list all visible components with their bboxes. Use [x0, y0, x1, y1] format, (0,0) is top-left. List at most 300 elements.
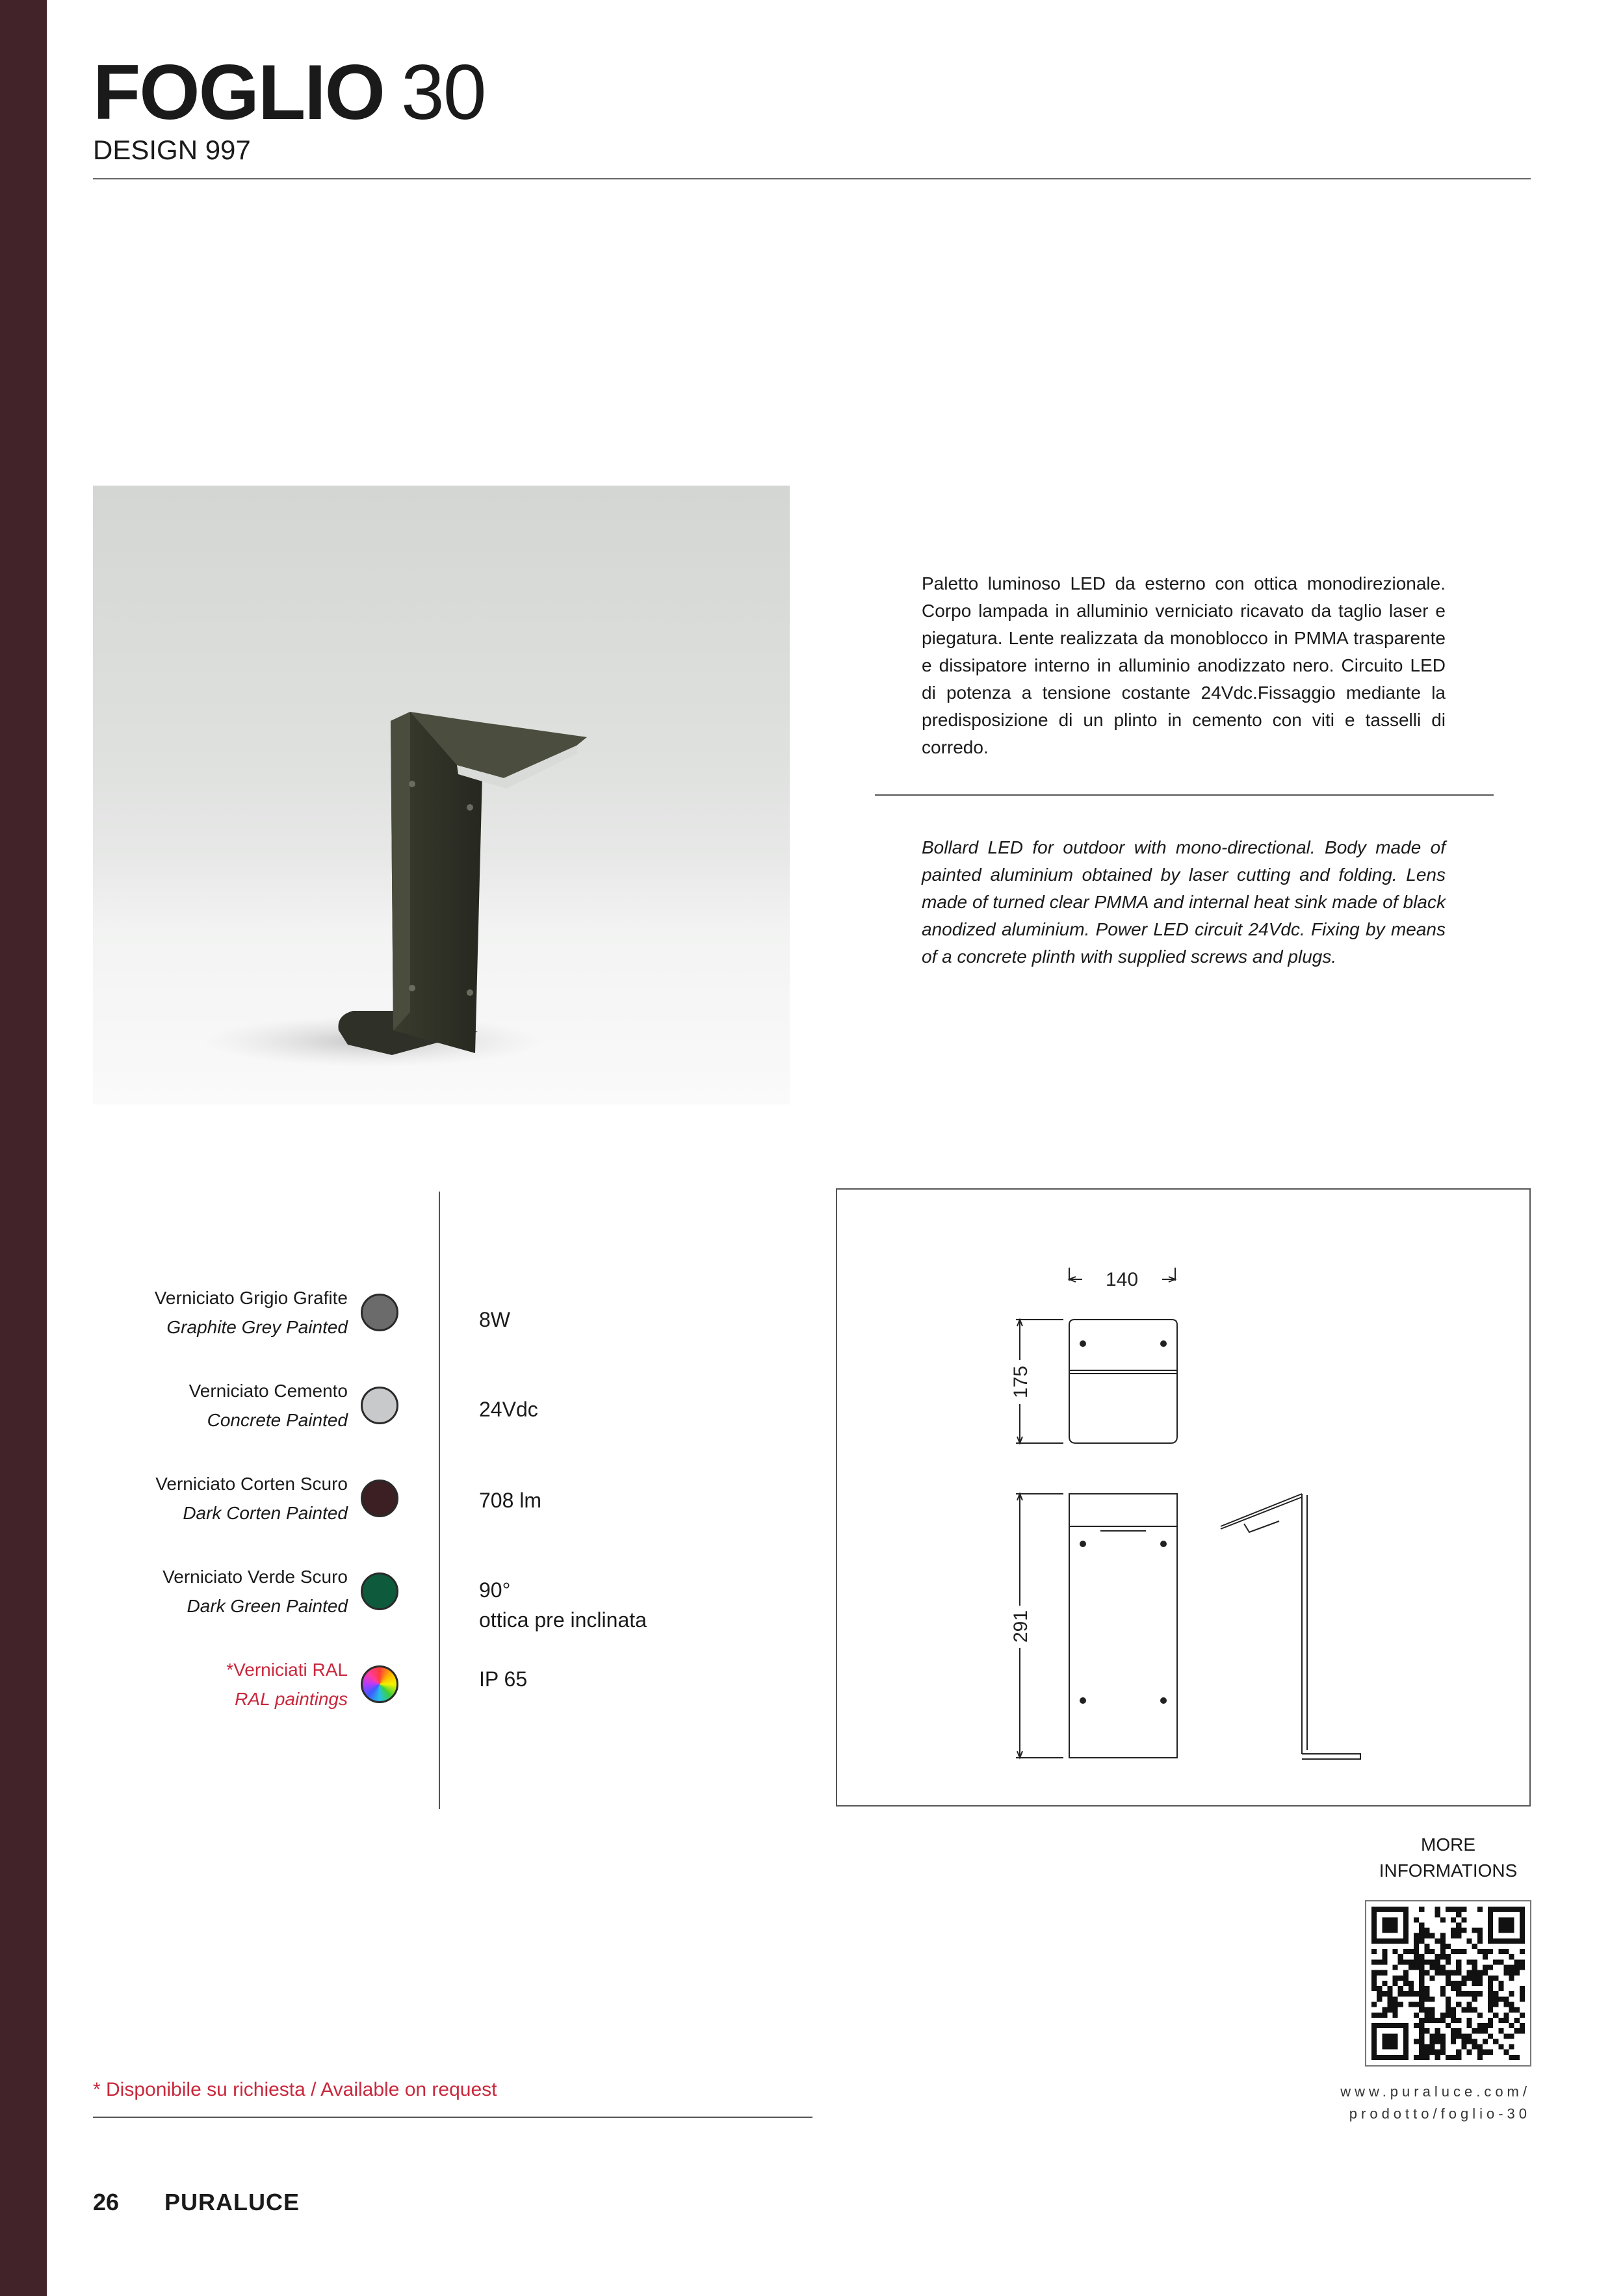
- qr-module: [1488, 1938, 1493, 1944]
- availability-footnote: * Disponibile su richiesta / Available on request: [93, 2079, 497, 2100]
- footer-divider: [93, 2117, 812, 2118]
- product-subtitle: DESIGN 997: [93, 135, 251, 165]
- qr-module: [1488, 1928, 1493, 1933]
- qr-module: [1446, 2002, 1451, 2007]
- informations-line: INFORMATIONS: [1379, 1860, 1518, 1881]
- qr-module: [1456, 1959, 1461, 1964]
- qr-module: [1430, 1976, 1435, 1981]
- qr-module: [1387, 1928, 1392, 1933]
- qr-module: [1466, 1938, 1472, 1944]
- qr-module: [1398, 2055, 1403, 2060]
- qr-module: [1382, 1991, 1387, 1996]
- qr-module: [1430, 2007, 1435, 2013]
- qr-module: [1493, 2002, 1498, 2007]
- qr-module: [1403, 1917, 1409, 1922]
- qr-module: [1520, 1991, 1525, 1996]
- qr-module: [1456, 2055, 1461, 2060]
- qr-module: [1440, 1954, 1446, 1959]
- qr-module: [1477, 2023, 1483, 2028]
- spec-optic: ottica pre inclinata: [479, 1608, 647, 1632]
- qr-module: [1472, 2039, 1477, 2044]
- qr-module: [1477, 1938, 1483, 1944]
- qr-module: [1509, 1970, 1514, 1976]
- qr-module: [1409, 1965, 1414, 1970]
- qr-module: [1503, 1922, 1509, 1927]
- finish-label-en: Concrete Painted: [207, 1410, 348, 1430]
- qr-module: [1371, 1917, 1377, 1922]
- qr-module: [1419, 1928, 1424, 1933]
- qr-module: [1398, 1976, 1403, 1981]
- qr-module: [1371, 2055, 1377, 2060]
- qr-module: [1419, 2033, 1424, 2039]
- qr-module: [1382, 2023, 1387, 2028]
- qr-module: [1483, 1965, 1488, 1970]
- qr-module: [1377, 1907, 1382, 1912]
- qr-module: [1461, 1949, 1466, 1954]
- qr-module: [1440, 1944, 1446, 1949]
- qr-module: [1466, 2007, 1472, 2013]
- qr-module: [1472, 1944, 1477, 1949]
- spec-protection: IP 65: [479, 1667, 528, 1691]
- qr-module: [1472, 2028, 1477, 2033]
- qr-module: [1377, 2023, 1382, 2028]
- spec-voltage: 24Vdc: [479, 1398, 538, 1421]
- product-photo: [93, 486, 790, 1104]
- qr-module: [1419, 1959, 1424, 1964]
- qr-module: [1377, 1959, 1382, 1964]
- finish-label-en: Dark Green Painted: [187, 1596, 348, 1616]
- qr-module: [1435, 2033, 1440, 2039]
- qr-module: [1446, 1996, 1451, 2002]
- qr-module: [1488, 1965, 1493, 1970]
- qr-module: [1509, 2055, 1514, 2060]
- qr-module: [1514, 2028, 1520, 2033]
- url-line-1: www.puraluce.com/: [1340, 2083, 1531, 2100]
- qr-module: [1387, 2039, 1392, 2044]
- swatch-concrete: [361, 1387, 398, 1424]
- qr-module: [1371, 1986, 1377, 1991]
- qr-module: [1488, 2033, 1493, 2039]
- qr-module: [1498, 2018, 1503, 2023]
- qr-module: [1414, 1944, 1419, 1949]
- more-informations-label: [1347, 1832, 1550, 1884]
- qr-module: [1393, 1922, 1398, 1927]
- swatch-graphite: [361, 1294, 398, 1331]
- qr-module: [1483, 2050, 1488, 2055]
- qr-module: [1414, 1917, 1419, 1922]
- finish-label-it: Verniciato Cemento: [188, 1381, 348, 1401]
- qr-module: [1514, 2007, 1520, 2013]
- qr-module: [1520, 1917, 1525, 1922]
- qr-module: [1446, 2023, 1451, 2028]
- qr-module: [1488, 2050, 1493, 2055]
- qr-module: [1440, 2013, 1446, 2018]
- qr-module: [1424, 1949, 1429, 1954]
- qr-module: [1403, 2023, 1409, 2028]
- qr-module: [1472, 1970, 1477, 1976]
- qr-module: [1461, 1917, 1466, 1922]
- qr-module: [1456, 1912, 1461, 1917]
- qr-module: [1498, 1917, 1503, 1922]
- qr-module: [1382, 2044, 1387, 2050]
- qr-module: [1488, 1907, 1493, 1912]
- qr-module: [1371, 2013, 1377, 2018]
- qr-module: [1503, 1965, 1509, 1970]
- qr-module: [1503, 1907, 1509, 1912]
- qr-module: [1498, 1922, 1503, 1927]
- qr-module: [1393, 2007, 1398, 2013]
- spec-power: 8W: [479, 1308, 510, 1331]
- qr-module: [1371, 1912, 1377, 1917]
- qr-module: [1419, 2018, 1424, 2023]
- qr-module: [1466, 1991, 1472, 1996]
- qr-module: [1498, 1928, 1503, 1933]
- qr-module: [1509, 2007, 1514, 2013]
- qr-module: [1403, 1970, 1409, 1976]
- qr-module: [1503, 2013, 1509, 2018]
- qr-module: [1419, 2002, 1424, 2007]
- qr-module: [1456, 1981, 1461, 1986]
- qr-module: [1409, 1959, 1414, 1964]
- qr-module: [1514, 2055, 1520, 2060]
- qr-module: [1430, 2018, 1435, 2023]
- spec-angle: 90°: [479, 1578, 511, 1602]
- qr-module: [1472, 1928, 1477, 1933]
- qr-module: [1430, 2033, 1435, 2039]
- qr-module: [1477, 2028, 1483, 2033]
- qr-module: [1435, 1907, 1440, 1912]
- qr-module: [1393, 2039, 1398, 2044]
- qr-module: [1419, 1933, 1424, 1938]
- qr-module: [1472, 2007, 1477, 2013]
- qr-module: [1440, 2039, 1446, 2044]
- qr-module: [1456, 2050, 1461, 2055]
- qr-module: [1509, 1965, 1514, 1970]
- qr-module: [1409, 2002, 1414, 2007]
- qr-module: [1446, 2055, 1451, 2060]
- qr-module: [1461, 1928, 1466, 1933]
- qr-module: [1488, 1976, 1493, 1981]
- qr-module: [1520, 1965, 1525, 1970]
- qr-module: [1382, 2055, 1387, 2060]
- qr-module: [1419, 2023, 1424, 2028]
- qr-module: [1493, 1938, 1498, 1944]
- qr-module: [1403, 2055, 1409, 2060]
- qr-module: [1503, 1996, 1509, 2002]
- qr-module: [1414, 1991, 1419, 1996]
- qr-module: [1472, 1996, 1477, 2002]
- qr-module: [1451, 1970, 1456, 1976]
- qr-module: [1488, 1981, 1493, 1986]
- qr-module: [1461, 1981, 1466, 1986]
- qr-module: [1477, 2013, 1483, 2018]
- qr-module: [1382, 2033, 1387, 2039]
- qr-module: [1440, 1965, 1446, 1970]
- finish-item-graphite: [93, 1283, 348, 1342]
- qr-module: [1382, 1954, 1387, 1959]
- qr-module: [1419, 1954, 1424, 1959]
- qr-module: [1398, 1938, 1403, 1944]
- qr-module: [1440, 2050, 1446, 2055]
- qr-module: [1488, 1986, 1493, 1991]
- qr-module: [1509, 2044, 1514, 2050]
- qr-module: [1371, 2033, 1377, 2039]
- qr-module: [1488, 1912, 1493, 1917]
- qr-module: [1409, 1991, 1414, 1996]
- qr-module: [1461, 1976, 1466, 1981]
- qr-module: [1456, 2033, 1461, 2039]
- qr-module: [1393, 2033, 1398, 2039]
- qr-module: [1393, 1917, 1398, 1922]
- qr-module: [1488, 2023, 1493, 2028]
- qr-module: [1377, 1970, 1382, 1976]
- qr-module: [1456, 2002, 1461, 2007]
- qr-module: [1493, 2013, 1498, 2018]
- qr-module: [1409, 1949, 1414, 1954]
- qr-module: [1424, 1928, 1429, 1933]
- qr-module: [1509, 1954, 1514, 1959]
- swatch-dark-corten: [361, 1480, 398, 1517]
- product-url[interactable]: [1339, 2081, 1531, 2125]
- qr-module: [1451, 1949, 1456, 1954]
- qr-module: [1440, 2044, 1446, 2050]
- qr-module: [1371, 1949, 1377, 1954]
- qr-module: [1509, 2033, 1514, 2039]
- qr-module: [1514, 1970, 1520, 1976]
- qr-module: [1419, 1922, 1424, 1927]
- qr-module: [1446, 1970, 1451, 1976]
- qr-module: [1472, 2044, 1477, 2050]
- qr-module: [1371, 2023, 1377, 2028]
- qr-module: [1451, 1907, 1456, 1912]
- qr-module: [1382, 1949, 1387, 1954]
- qr-module: [1461, 1907, 1466, 1912]
- qr-module: [1371, 1976, 1377, 1981]
- qr-module: [1461, 2033, 1466, 2039]
- qr-module: [1456, 1922, 1461, 1927]
- qr-module: [1520, 2028, 1525, 2033]
- qr-module: [1466, 1959, 1472, 1964]
- qr-module: [1440, 2018, 1446, 2023]
- qr-module: [1382, 1922, 1387, 1927]
- qr-module: [1414, 2039, 1419, 2044]
- qr-module: [1509, 2002, 1514, 2007]
- qr-module: [1446, 1981, 1451, 1986]
- qr-module: [1472, 1991, 1477, 1996]
- qr-module: [1520, 1949, 1525, 1954]
- qr-module: [1393, 1938, 1398, 1944]
- qr-module: [1403, 1949, 1409, 1954]
- qr-module: [1414, 2013, 1419, 2018]
- qr-module: [1466, 1970, 1472, 1976]
- qr-module: [1371, 2044, 1377, 2050]
- qr-module: [1477, 1976, 1483, 1981]
- qr-module: [1456, 1949, 1461, 1954]
- qr-module: [1430, 2044, 1435, 2050]
- qr-module: [1377, 1986, 1382, 1991]
- qr-module: [1520, 1938, 1525, 1944]
- finish-label-it: Verniciato Grigio Grafite: [154, 1288, 348, 1308]
- qr-module: [1414, 2002, 1419, 2007]
- qr-module: [1503, 2018, 1509, 2023]
- qr-module: [1382, 1938, 1387, 1944]
- qr-module: [1461, 1991, 1466, 1996]
- qr-module: [1477, 1933, 1483, 1938]
- qr-module: [1451, 2013, 1456, 2018]
- qr-module: [1503, 1917, 1509, 1922]
- qr-module: [1419, 1970, 1424, 1976]
- qr-module: [1440, 1917, 1446, 1922]
- qr-module: [1472, 1959, 1477, 1964]
- qr-module: [1414, 1954, 1419, 1959]
- qr-module: [1403, 1938, 1409, 1944]
- qr-module: [1403, 1991, 1409, 1996]
- qr-module: [1387, 2044, 1392, 2050]
- qr-module: [1477, 1949, 1483, 1954]
- dim-top-height-label: 175: [1010, 1365, 1032, 1399]
- qr-module: [1477, 2050, 1483, 2055]
- qr-module: [1393, 2002, 1398, 2007]
- qr-module: [1419, 2039, 1424, 2044]
- qr-module: [1472, 1981, 1477, 1986]
- qr-module: [1419, 1907, 1424, 1912]
- qr-module: [1403, 1981, 1409, 1986]
- qr-module: [1403, 1976, 1409, 1981]
- finish-item-dark-green: [93, 1562, 348, 1621]
- qr-module: [1393, 1928, 1398, 1933]
- qr-module: [1520, 1928, 1525, 1933]
- finish-label-en: RAL paintings: [235, 1689, 348, 1709]
- qr-module: [1419, 1981, 1424, 1986]
- left-sidebar-band: [0, 0, 47, 2296]
- qr-module: [1371, 1922, 1377, 1927]
- product-title: [93, 47, 485, 138]
- qr-module: [1403, 1928, 1409, 1933]
- qr-module: [1398, 1907, 1403, 1912]
- qr-module: [1509, 1976, 1514, 1981]
- qr-module: [1419, 1986, 1424, 1991]
- qr-module: [1509, 1928, 1514, 1933]
- qr-module: [1456, 1970, 1461, 1976]
- qr-module: [1488, 1996, 1493, 2002]
- qr-module: [1456, 2028, 1461, 2033]
- qr-module: [1387, 2055, 1392, 2060]
- qr-module: [1387, 1922, 1392, 1927]
- product-name: FOGLIO: [93, 49, 384, 136]
- qr-module: [1440, 1970, 1446, 1976]
- qr-module: [1382, 2039, 1387, 2044]
- qr-module: [1403, 1912, 1409, 1917]
- qr-module: [1440, 1938, 1446, 1944]
- qr-module: [1424, 2050, 1429, 2055]
- qr-module: [1387, 2007, 1392, 2013]
- qr-module: [1435, 2039, 1440, 2044]
- qr-module: [1393, 1965, 1398, 1970]
- qr-module: [1440, 1991, 1446, 1996]
- qr-module: [1451, 1933, 1456, 1938]
- qr-module: [1503, 1928, 1509, 1933]
- qr-module: [1451, 2039, 1456, 2044]
- qr-module: [1393, 2044, 1398, 2050]
- qr-module: [1414, 1938, 1419, 1944]
- qr-module: [1498, 1949, 1503, 1954]
- page-number: 26: [93, 2189, 120, 2215]
- qr-module: [1424, 1991, 1429, 1996]
- qr-module: [1419, 2007, 1424, 2013]
- qr-module: [1451, 1917, 1456, 1922]
- qr-module: [1371, 1928, 1377, 1933]
- qr-module: [1435, 2018, 1440, 2023]
- qr-module: [1393, 2055, 1398, 2060]
- qr-module: [1509, 1922, 1514, 1927]
- qr-module: [1387, 1938, 1392, 1944]
- qr-code-icon[interactable]: [1365, 1900, 1531, 2067]
- qr-module: [1520, 1933, 1525, 1938]
- qr-module: [1509, 2023, 1514, 2028]
- qr-module: [1424, 1996, 1429, 2002]
- qr-module: [1498, 1996, 1503, 2002]
- qr-module: [1477, 1981, 1483, 1986]
- qr-module: [1483, 2028, 1488, 2033]
- specs-divider: [439, 1192, 440, 1809]
- qr-module: [1377, 1996, 1382, 2002]
- qr-module: [1424, 2013, 1429, 2018]
- qr-module: [1371, 1959, 1377, 1964]
- qr-module: [1509, 1991, 1514, 1996]
- qr-module: [1371, 2039, 1377, 2044]
- product-number: 30: [400, 49, 486, 136]
- qr-module: [1520, 1922, 1525, 1927]
- qr-module: [1424, 2044, 1429, 2050]
- qr-module: [1371, 1938, 1377, 1944]
- qr-module: [1371, 1970, 1377, 1976]
- qr-module: [1424, 2007, 1429, 2013]
- qr-module: [1430, 1996, 1435, 2002]
- qr-module: [1424, 1933, 1429, 1938]
- qr-module: [1456, 1928, 1461, 1933]
- qr-module: [1446, 1954, 1451, 1959]
- qr-module: [1414, 2055, 1419, 2060]
- qr-module: [1520, 1907, 1525, 1912]
- qr-module: [1477, 2044, 1483, 2050]
- more-line: MORE: [1421, 1834, 1475, 1855]
- qr-module: [1430, 1959, 1435, 1964]
- qr-module: [1488, 2007, 1493, 2013]
- qr-module: [1520, 1912, 1525, 1917]
- qr-module: [1435, 1959, 1440, 1964]
- qr-module: [1498, 1938, 1503, 1944]
- qr-module: [1477, 2055, 1483, 2060]
- qr-module: [1514, 1938, 1520, 1944]
- description-divider: [875, 794, 1494, 796]
- qr-module: [1419, 1991, 1424, 1996]
- qr-module: [1393, 1981, 1398, 1986]
- qr-module: [1435, 1954, 1440, 1959]
- qr-module: [1409, 1981, 1414, 1986]
- qr-module: [1430, 1933, 1435, 1938]
- qr-module: [1461, 2007, 1466, 2013]
- qr-module: [1393, 1996, 1398, 2002]
- qr-module: [1435, 2050, 1440, 2055]
- technical-drawing: [836, 1188, 1531, 1807]
- spec-flux: 708 lm: [479, 1489, 542, 1512]
- qr-module: [1493, 1991, 1498, 1996]
- qr-module: [1424, 2028, 1429, 2033]
- finish-label-it: Verniciato Corten Scuro: [155, 1474, 348, 1494]
- qr-module: [1472, 1976, 1477, 1981]
- qr-module: [1520, 1996, 1525, 2002]
- qr-module: [1419, 1938, 1424, 1944]
